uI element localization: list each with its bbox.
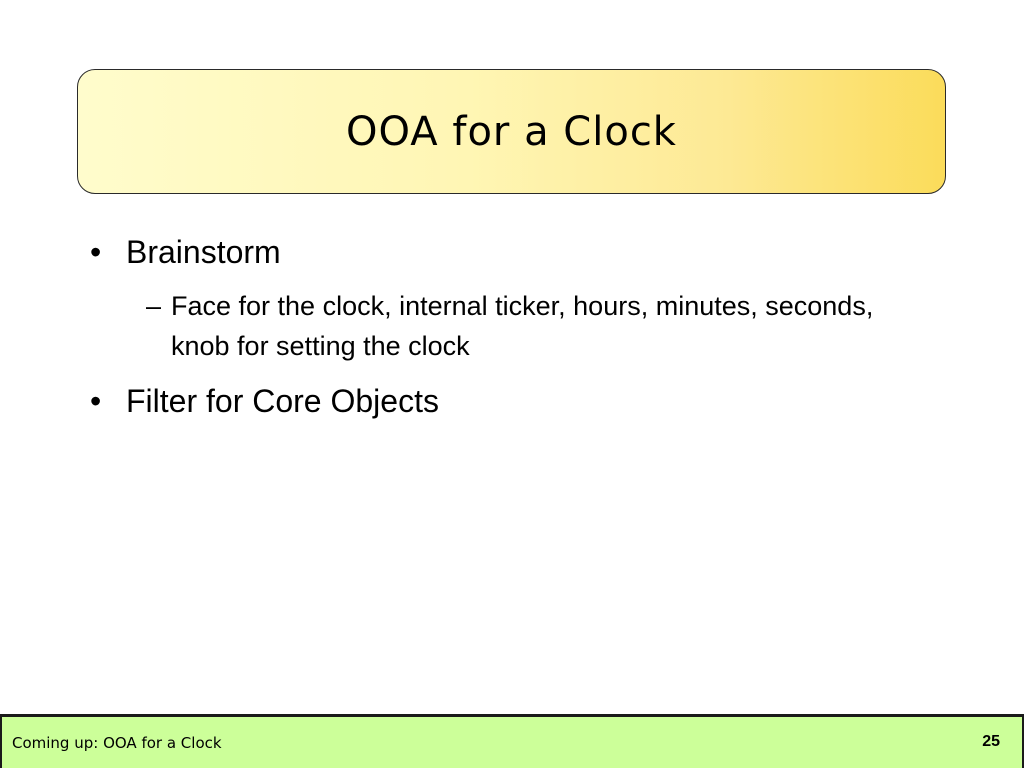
bullet-marker: • (90, 234, 102, 270)
footer-caption: Coming up: OOA for a Clock (12, 734, 222, 752)
bullet-text: Brainstorm (126, 234, 281, 270)
sub-bullet-text: Face for the clock, internal ticker, hours, minutes, seconds, knob for setting the clock (171, 291, 874, 361)
sub-bullet-marker: – (146, 291, 162, 321)
bullet-text: Filter for Core Objects (126, 383, 439, 419)
bullet-marker: • (90, 383, 102, 419)
page-number: 25 (982, 733, 1000, 750)
slide-title: OOA for a Clock (346, 108, 677, 155)
slide-footer (0, 714, 1024, 768)
